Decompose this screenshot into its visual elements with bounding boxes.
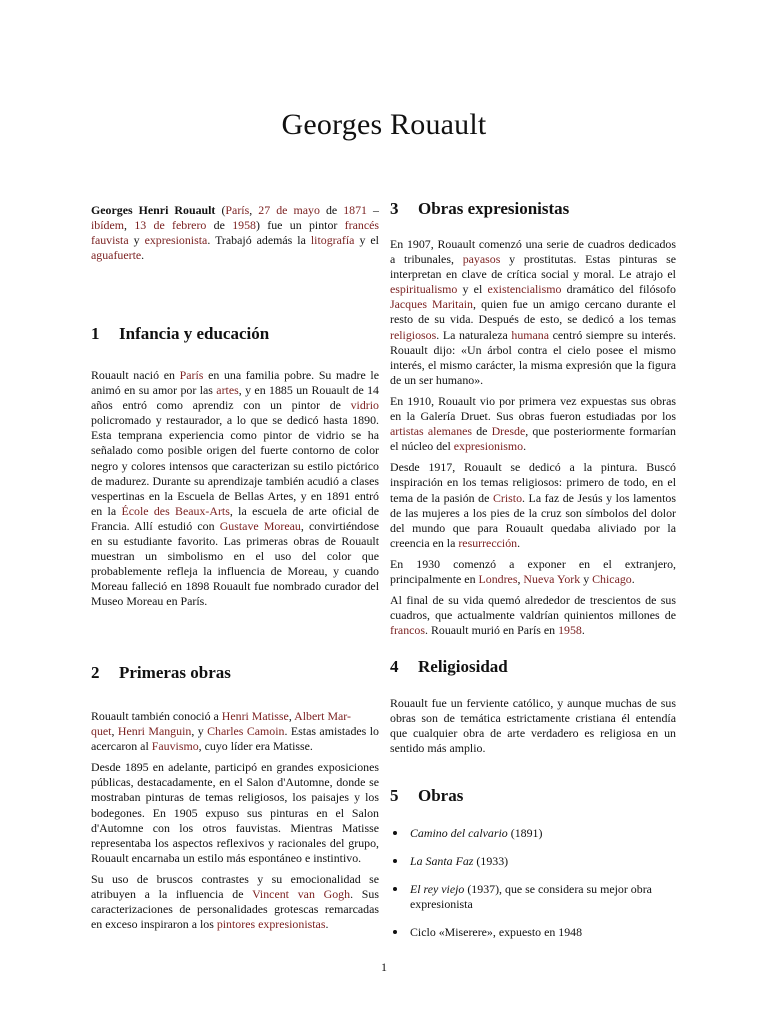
works-list-block <box>390 826 676 940</box>
link-espiritualismo[interactable]: espiritualismo <box>390 282 458 297</box>
page-number: 1 <box>381 960 387 974</box>
link-birth-date[interactable]: 27 de mayo <box>258 203 320 217</box>
link-paris-2[interactable]: París <box>179 368 204 382</box>
list-item: Ciclo «Miserere», expuesto en 1948 <box>390 925 676 940</box>
intro-paragraph: Georges Henri Rouault (París, 27 de mayo de 1871 – ibídem, 13 de febrero de 1958) fue un pintor francés fauvista y expresionista. Trabajó además la litografía y el aguafuerte. <box>91 203 379 263</box>
link-vidrio[interactable]: vidrio <box>350 398 379 413</box>
link-charles-camoin[interactable]: Charles Camoin <box>207 724 285 739</box>
link-jacques-maritain[interactable]: Jacques Maritain <box>390 297 474 312</box>
link-aguafuerte[interactable]: aguafuerte <box>91 248 142 263</box>
link-artes[interactable]: artes <box>216 383 239 398</box>
section-heading-obras-expresionistas: 3 Obras expresionistas <box>390 199 570 218</box>
link-henri-manguin[interactable]: Henri Manguin <box>117 724 192 739</box>
link-van-gogh[interactable]: Vincent van Gogh <box>252 887 351 902</box>
link-fauvista[interactable]: fauvista <box>91 233 129 248</box>
section-heading-infancia: 1 Infancia y educación <box>91 324 270 343</box>
link-payasos[interactable]: payasos <box>462 252 501 267</box>
link-death-year[interactable]: 1958 <box>232 218 256 233</box>
link-artistas-alemanes[interactable]: artistas alemanes <box>390 424 473 439</box>
link-ecole-beaux-arts[interactable]: École des Beaux-Arts <box>121 503 230 518</box>
list-item: La Santa Faz (1933) <box>390 854 676 869</box>
link-gustave-moreau[interactable]: Gustave Moreau <box>219 518 301 533</box>
link-birth-year[interactable]: 1871 <box>343 203 367 217</box>
section-primeras-obras-body: Rouault también conoció a Henri Matisse, Albert Mar- quet, Henri Manguin, y Charles Camoin. Estas amistades lo acercaron al Fauvismo, cuyo líder era Matisse. Desde 1895 en adelante, participó en grandes exposiciones públicas, destacadamente, en el Salon d'Automne, donde se mostraban pinturas de temas religiosos, los paisajes y los bodegones. En 1905 expuso sus pinturas en el Salon d'Automne con los otros fauvistas. Mientras Matisse representaba los aspectos reflexivos y racionales del grupo, Rouault encarnaba un estilo más espontáneo e instintivo. Su uso de bruscos contrastes y su emocionalidad se atribuyen a la influencia de Vincent van Gogh. Sus caracterizaciones de personalidades grotescas remarcadas en exceso inspiraron a los pintores expresionistas. <box>91 709 379 932</box>
link-humana[interactable]: humana <box>511 327 550 342</box>
link-chicago[interactable]: Chicago <box>592 571 632 586</box>
link-albert-marquet-cont[interactable]: quet <box>91 724 112 739</box>
link-henri-matisse[interactable]: Henri Matisse <box>221 709 289 723</box>
works-list <box>390 826 676 940</box>
section-heading-obras: 5 Obras <box>390 786 464 805</box>
link-albert-marquet[interactable]: Albert Mar- <box>294 709 351 723</box>
section-infancia-body: Rouault nació en París en una familia pobre. Su madre le animó en su amor por las artes, y en 1885 un Rouault de 14 años entró como aprendiz con un pintor de vidrio policromado y restaurador, a lo que se dedicó hasta 1890. Esta temprana experiencia como pintor de vidrio se ha señalado como posible origen del fuerte contorno de color negro y colores intensos que caracterizan su estilo pictórico de madurez. Durante su aprendizaje también acudió a clases vespertinas en la Escuela de Bellas Artes, y en 1891 entró en la École des Beaux-Arts, la escuela de arte oficial de Francia. Allí estudió con Gustave Moreau, convirtiéndose en su estudiante favorito. Las primeras obras de Rouault muestran un simbolismo en el uso del color que probablemente refleja la influencia de Moreau, y cuando Moreau falleció en 1898 Rouault fue nombrado curador del Museo Moreau en París. <box>91 368 379 609</box>
list-item: El rey viejo (1937), que se considera su mejor obra expresionista <box>390 882 676 912</box>
link-frances[interactable]: francés <box>344 218 379 233</box>
section-heading-primeras-obras: 2 Primeras obras <box>91 663 231 682</box>
article-title: Georges Rouault <box>281 108 487 141</box>
link-existencialismo[interactable]: existencialismo <box>487 282 562 297</box>
link-nueva-york[interactable]: Nueva York <box>523 571 581 586</box>
link-londres[interactable]: Londres <box>478 571 518 586</box>
link-resurreccion[interactable]: resurrección <box>458 535 518 550</box>
section-religiosidad-body: Rouault fue un ferviente católico, y aunque muchas de sus obras son de temática estrictamente cristiana él entendía que cualquier obra de arte verdadero es religiosa en un sentido más amplio. <box>390 696 676 756</box>
link-ibidem[interactable]: ibídem <box>91 218 125 233</box>
link-pintores-expresionistas[interactable]: pintores expresionistas <box>216 917 326 932</box>
section-heading-religiosidad: 4 Religiosidad <box>390 657 508 676</box>
link-paris[interactable]: París <box>225 203 250 217</box>
link-death-date[interactable]: 13 de febrero <box>134 218 207 233</box>
subject-name: Georges Henri Rouault <box>91 203 216 217</box>
link-francos[interactable]: francos <box>390 623 425 638</box>
link-cristo[interactable]: Cristo <box>492 490 523 505</box>
list-item: Camino del calvario (1891) <box>390 826 676 841</box>
link-expresionista[interactable]: expresionista <box>144 233 208 248</box>
link-religiosos[interactable]: religiosos <box>390 327 437 342</box>
link-dresde[interactable]: Dresde <box>491 424 526 439</box>
link-litografia[interactable]: litografía <box>310 233 355 248</box>
link-fauvismo[interactable]: Fauvismo <box>151 739 199 754</box>
link-1958[interactable]: 1958 <box>558 623 582 638</box>
link-expresionismo[interactable]: expresionismo <box>453 439 524 454</box>
section-obras-expresionistas-body: En 1907, Rouault comenzó una serie de cuadros dedicados a tribunales, payasos y prostitutas. Estas pinturas se interpretan en clave de crítica social y moral. Le atrajo el espiritualismo y el existencialismo dramático del filósofo Jacques Maritain, quien fue un amigo cercano durante el resto de su vida. Después de esto, se dedicó a los temas religiosos. La naturaleza humana centró siempre su interés. Rouault dijo: «Un árbol contra el cielo posee el mismo interés, el mismo carácter, la misma expresión que la figura de un ser humano». En 1910, Rouault vio por primera vez expuestas sus obras en la Galería Druet. Sus obras fueron estudiadas por los artistas alemanes de Dresde, que posteriormente formarían el núcleo del expresionismo. Desde 1917, Rouault se dedicó a la pintura. Buscó inspiración en los temas religiosos: primero de todo, en el tema de la pasión de Cristo. La faz de Jesús y los lamentos de las mujeres a los pies de la cruz son símbolos del dolor del mundo que para Rouault quedaba aliviado por la creencia en la resurrección. En 1930 comenzó a exponer en el extranjero, principalmente en Londres, Nueva York y Chicago. Al final de su vida quemó alrededor de trescientos de sus cuadros, que actualmente valdrían quinientos millones de francos. Rouault murió en París en 1958. <box>390 237 677 638</box>
